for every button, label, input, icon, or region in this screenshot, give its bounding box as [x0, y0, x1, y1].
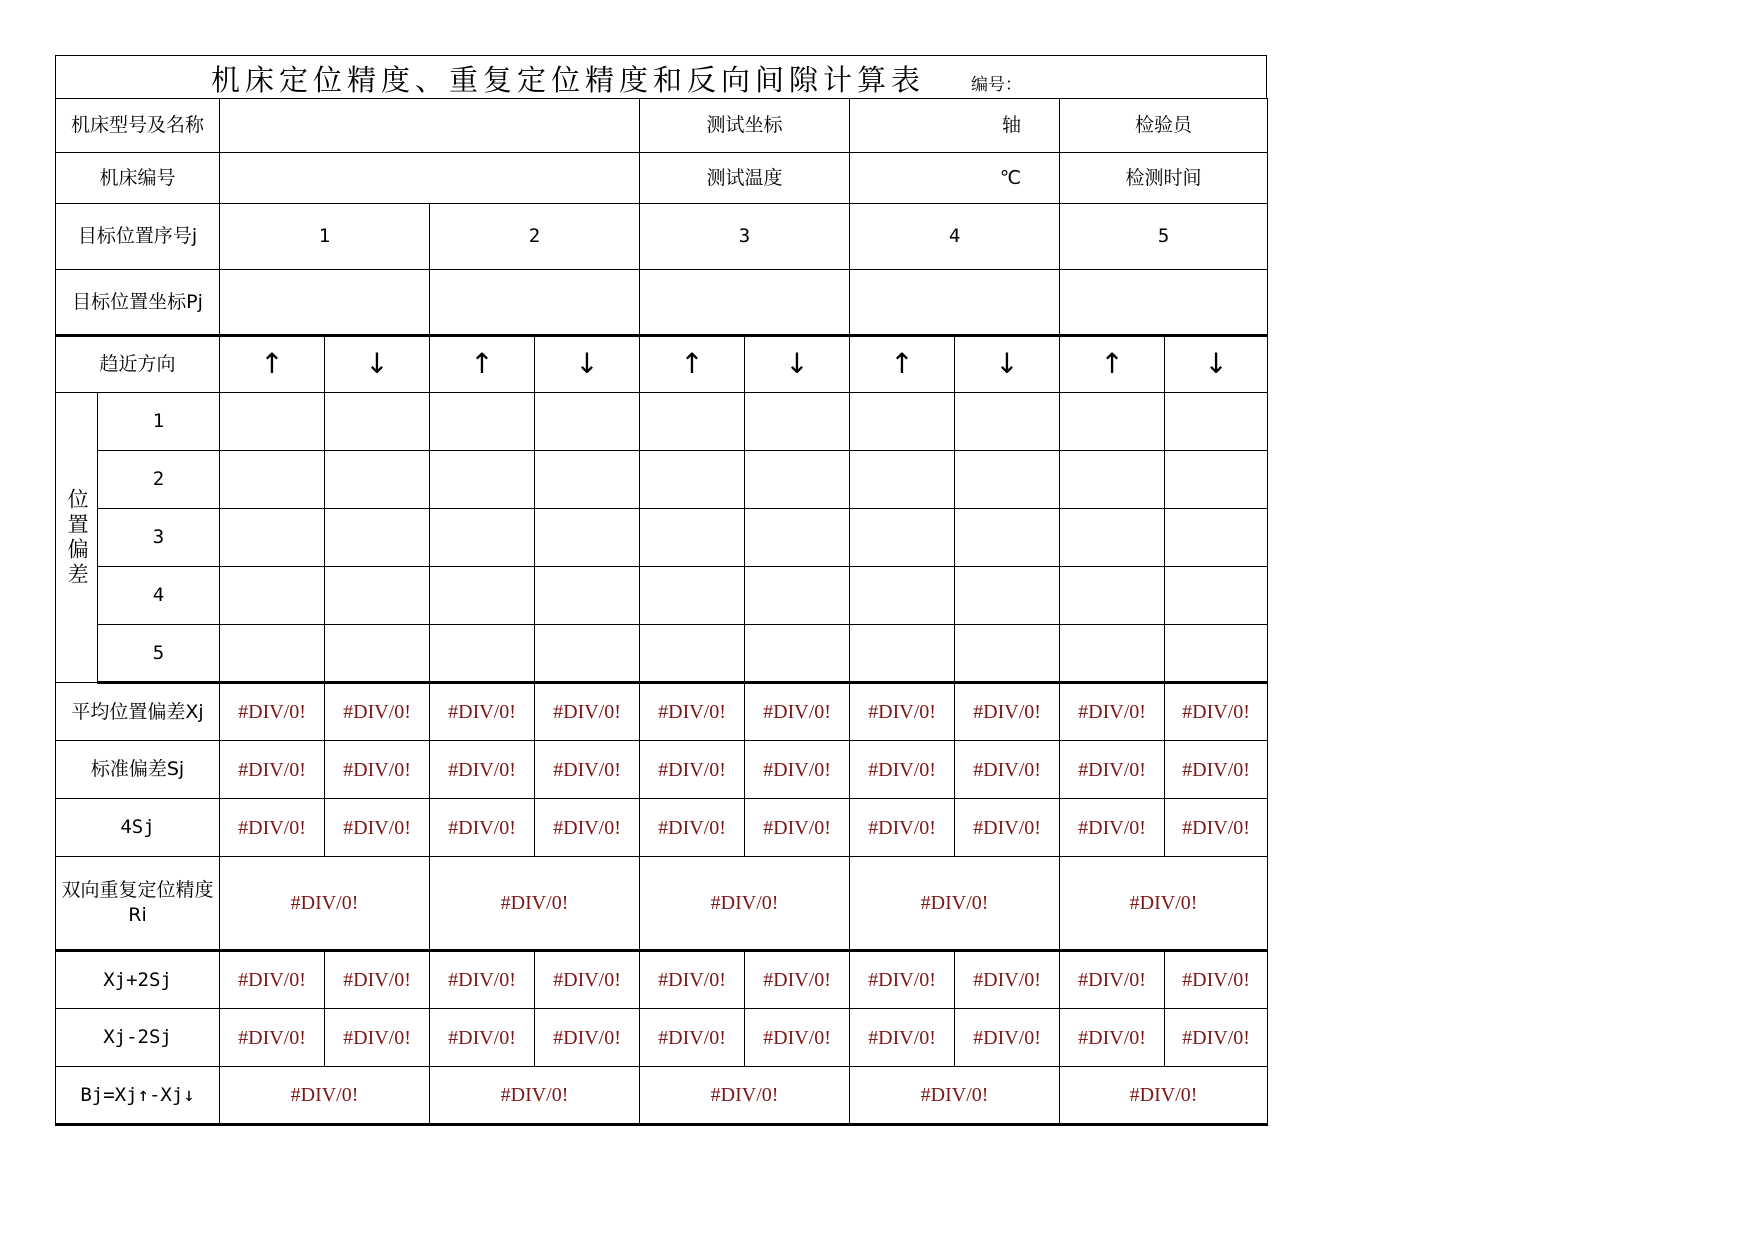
backlash-value: #DIV/0! [1060, 1067, 1268, 1125]
backlash-row [56, 1067, 1268, 1125]
bound-value-cell: #DIV/0! [1060, 1009, 1165, 1067]
stats-value-cell: #DIV/0! [220, 683, 325, 741]
deviation-input-cell[interactable] [220, 625, 325, 683]
deviation-row [56, 509, 1268, 567]
inspector-label: 检验员 [1060, 99, 1268, 153]
stats-value-cell: #DIV/0! [850, 683, 955, 741]
deviation-input-cell[interactable] [745, 509, 850, 567]
deviation-input-cell[interactable] [850, 625, 955, 683]
deviation-input-cell[interactable] [850, 451, 955, 509]
bound-value-cell: #DIV/0! [745, 1009, 850, 1067]
deviation-input-cell[interactable] [1060, 625, 1165, 683]
arrow-down-icon: ↓ [745, 336, 850, 393]
arrow-down-icon: ↓ [955, 336, 1060, 393]
deviation-row [56, 625, 1268, 683]
bidirectional-repeatability-value: #DIV/0! [850, 857, 1060, 951]
deviation-input-cell[interactable] [535, 567, 640, 625]
target-index-4: 4 [850, 204, 1060, 270]
arrow-up-icon: ↑ [220, 336, 325, 393]
deviation-input-cell[interactable] [535, 625, 640, 683]
deviation-input-cell[interactable] [535, 393, 640, 451]
deviation-input-cell[interactable] [220, 567, 325, 625]
bound-value-cell: #DIV/0! [535, 951, 640, 1009]
deviation-input-cell[interactable] [1165, 625, 1268, 683]
position-deviation-label: 位置偏差 [56, 393, 98, 683]
stats-value-cell: #DIV/0! [430, 683, 535, 741]
bound-value-cell: #DIV/0! [220, 951, 325, 1009]
target-index-5: 5 [1060, 204, 1268, 270]
stats-row [56, 683, 1268, 741]
deviation-input-cell[interactable] [220, 509, 325, 567]
sheet-title: 机床定位精度、重复定位精度和反向间隙计算表 [211, 63, 926, 97]
deviation-input-cell[interactable] [220, 451, 325, 509]
bidirectional-repeatability-value: #DIV/0! [640, 857, 850, 951]
deviation-row [56, 567, 1268, 625]
target-coordinate-cell[interactable] [220, 270, 430, 336]
stats-value-cell: #DIV/0! [430, 741, 535, 799]
target-coordinate-cell[interactable] [850, 270, 1060, 336]
deviation-input-cell[interactable] [1060, 393, 1165, 451]
stats-value-cell: #DIV/0! [1060, 741, 1165, 799]
arrow-up-icon: ↑ [1060, 336, 1165, 393]
target-index-2: 2 [430, 204, 640, 270]
target-index-3: 3 [640, 204, 850, 270]
machine-number-label: 机床编号 [56, 153, 220, 204]
stats-row [56, 799, 1268, 857]
stats-value-cell: #DIV/0! [1165, 799, 1268, 857]
deviation-input-cell[interactable] [955, 625, 1060, 683]
deviation-input-cell[interactable] [1165, 393, 1268, 451]
arrow-up-icon: ↑ [640, 336, 745, 393]
stats-value-cell: #DIV/0! [955, 741, 1060, 799]
bound-value-cell: #DIV/0! [325, 951, 430, 1009]
deviation-input-cell[interactable] [325, 567, 430, 625]
target-coordinate-cell[interactable] [430, 270, 640, 336]
stats-value-cell: #DIV/0! [640, 741, 745, 799]
deviation-input-cell[interactable] [220, 393, 325, 451]
deviation-input-cell[interactable] [955, 393, 1060, 451]
bound-row [56, 1009, 1268, 1067]
deviation-input-cell[interactable] [430, 567, 535, 625]
stats-value-cell: #DIV/0! [745, 741, 850, 799]
deviation-input-cell[interactable] [325, 393, 430, 451]
stats-row [56, 741, 1268, 799]
deviation-input-cell[interactable] [1165, 451, 1268, 509]
bound-row-label: Xj+2Sj [56, 951, 220, 1009]
machine-number-cell[interactable] [220, 153, 640, 204]
stats-value-cell: #DIV/0! [220, 741, 325, 799]
stats-value-cell: #DIV/0! [1165, 741, 1268, 799]
bound-value-cell: #DIV/0! [325, 1009, 430, 1067]
deviation-input-cell[interactable] [535, 451, 640, 509]
deviation-input-cell[interactable] [535, 509, 640, 567]
target-coordinate-label: 目标位置坐标Pj [56, 270, 220, 336]
deviation-input-cell[interactable] [640, 451, 745, 509]
deviation-input-cell[interactable] [640, 567, 745, 625]
deviation-input-cell[interactable] [325, 509, 430, 567]
target-coordinate-cell[interactable] [640, 270, 850, 336]
stats-value-cell: #DIV/0! [640, 799, 745, 857]
deviation-row [56, 451, 1268, 509]
deviation-input-cell[interactable] [850, 393, 955, 451]
target-index-1: 1 [220, 204, 430, 270]
deviation-row-index: 4 [98, 567, 220, 625]
machine-model-label: 机床型号及名称 [56, 99, 220, 153]
stats-value-cell: #DIV/0! [535, 741, 640, 799]
target-index-row [56, 204, 1268, 270]
deviation-input-cell[interactable] [640, 625, 745, 683]
deviation-row-index: 1 [98, 393, 220, 451]
backlash-value: #DIV/0! [640, 1067, 850, 1125]
stats-value-cell: #DIV/0! [850, 741, 955, 799]
approach-direction-label: 趋近方向 [56, 336, 220, 393]
deviation-input-cell[interactable] [325, 625, 430, 683]
backlash-label: Bj=Xj↑-Xj↓ [56, 1067, 220, 1125]
deviation-input-cell[interactable] [1165, 567, 1268, 625]
bound-value-cell: #DIV/0! [850, 1009, 955, 1067]
target-index-label: 目标位置序号j [56, 204, 220, 270]
stats-value-cell: #DIV/0! [535, 799, 640, 857]
test-time-label: 检测时间 [1060, 153, 1268, 204]
deviation-input-cell[interactable] [430, 509, 535, 567]
header-row-number [56, 153, 1268, 204]
deviation-input-cell[interactable] [745, 567, 850, 625]
bound-value-cell: #DIV/0! [745, 951, 850, 1009]
bound-value-cell: #DIV/0! [1165, 1009, 1268, 1067]
test-temperature-cell[interactable]: ℃ [850, 153, 1060, 204]
test-axis-label: 测试坐标 [640, 99, 850, 153]
deviation-input-cell[interactable] [1165, 509, 1268, 567]
target-coordinate-cell[interactable] [1060, 270, 1268, 336]
bound-value-cell: #DIV/0! [640, 1009, 745, 1067]
header-row-model [56, 99, 1268, 153]
title-row [55, 55, 1267, 98]
stats-value-cell: #DIV/0! [1060, 799, 1165, 857]
bidirectional-repeatability-value: #DIV/0! [430, 857, 640, 951]
backlash-value: #DIV/0! [850, 1067, 1060, 1125]
stats-value-cell: #DIV/0! [325, 683, 430, 741]
bound-value-cell: #DIV/0! [535, 1009, 640, 1067]
stats-value-cell: #DIV/0! [325, 799, 430, 857]
deviation-input-cell[interactable] [640, 393, 745, 451]
arrow-down-icon: ↓ [535, 336, 640, 393]
deviation-input-cell[interactable] [955, 567, 1060, 625]
serial-number-label: 编号： [971, 75, 1022, 95]
machine-model-cell[interactable] [220, 99, 640, 153]
arrow-up-icon: ↑ [430, 336, 535, 393]
stats-value-cell: #DIV/0! [220, 799, 325, 857]
bound-value-cell: #DIV/0! [220, 1009, 325, 1067]
deviation-row-index: 3 [98, 509, 220, 567]
stats-value-cell: #DIV/0! [955, 683, 1060, 741]
bidirectional-repeatability-row [56, 857, 1268, 951]
deviation-input-cell[interactable] [745, 451, 850, 509]
bound-value-cell: #DIV/0! [955, 1009, 1060, 1067]
bound-value-cell: #DIV/0! [640, 951, 745, 1009]
bound-row [56, 951, 1268, 1009]
deviation-row-index: 2 [98, 451, 220, 509]
deviation-input-cell[interactable] [1060, 509, 1165, 567]
bidirectional-repeatability-value: #DIV/0! [220, 857, 430, 951]
test-temperature-label: 测试温度 [640, 153, 850, 204]
deviation-row-index: 5 [98, 625, 220, 683]
stats-row-label: 标准偏差Sj [56, 741, 220, 799]
calculation-sheet [55, 55, 1267, 1126]
deviation-input-cell[interactable] [850, 509, 955, 567]
stats-value-cell: #DIV/0! [1060, 683, 1165, 741]
bound-value-cell: #DIV/0! [430, 951, 535, 1009]
arrow-up-icon: ↑ [850, 336, 955, 393]
deviation-input-cell[interactable] [955, 451, 1060, 509]
bound-row-label: Xj-2Sj [56, 1009, 220, 1067]
stats-value-cell: #DIV/0! [640, 683, 745, 741]
stats-value-cell: #DIV/0! [535, 683, 640, 741]
bound-value-cell: #DIV/0! [955, 951, 1060, 1009]
arrow-down-icon: ↓ [1165, 336, 1268, 393]
bound-value-cell: #DIV/0! [1060, 951, 1165, 1009]
deviation-input-cell[interactable] [745, 625, 850, 683]
deviation-input-cell[interactable] [430, 393, 535, 451]
deviation-row [56, 393, 1268, 451]
stats-value-cell: #DIV/0! [850, 799, 955, 857]
bound-value-cell: #DIV/0! [1165, 951, 1268, 1009]
bound-value-cell: #DIV/0! [430, 1009, 535, 1067]
bidirectional-repeatability-label: 双向重复定位精度Ri [56, 857, 220, 951]
deviation-input-cell[interactable] [430, 625, 535, 683]
deviation-input-cell[interactable] [955, 509, 1060, 567]
calculation-table [55, 98, 1268, 1126]
deviation-input-cell[interactable] [325, 451, 430, 509]
deviation-input-cell[interactable] [1060, 567, 1165, 625]
backlash-value: #DIV/0! [220, 1067, 430, 1125]
deviation-input-cell[interactable] [430, 451, 535, 509]
stats-value-cell: #DIV/0! [325, 741, 430, 799]
deviation-input-cell[interactable] [745, 393, 850, 451]
approach-direction-row [56, 336, 1268, 393]
table-body [56, 99, 1268, 1125]
stats-value-cell: #DIV/0! [955, 799, 1060, 857]
stats-value-cell: #DIV/0! [745, 683, 850, 741]
stats-value-cell: #DIV/0! [745, 799, 850, 857]
bidirectional-repeatability-value: #DIV/0! [1060, 857, 1268, 951]
stats-value-cell: #DIV/0! [1165, 683, 1268, 741]
stats-row-label: 平均位置偏差Xj [56, 683, 220, 741]
deviation-input-cell[interactable] [1060, 451, 1165, 509]
deviation-input-cell[interactable] [850, 567, 955, 625]
bound-value-cell: #DIV/0! [850, 951, 955, 1009]
target-coordinate-row [56, 270, 1268, 336]
arrow-down-icon: ↓ [325, 336, 430, 393]
test-axis-cell[interactable]: 轴 [850, 99, 1060, 153]
stats-value-cell: #DIV/0! [430, 799, 535, 857]
stats-row-label: 4Sj [56, 799, 220, 857]
deviation-input-cell[interactable] [640, 509, 745, 567]
backlash-value: #DIV/0! [430, 1067, 640, 1125]
